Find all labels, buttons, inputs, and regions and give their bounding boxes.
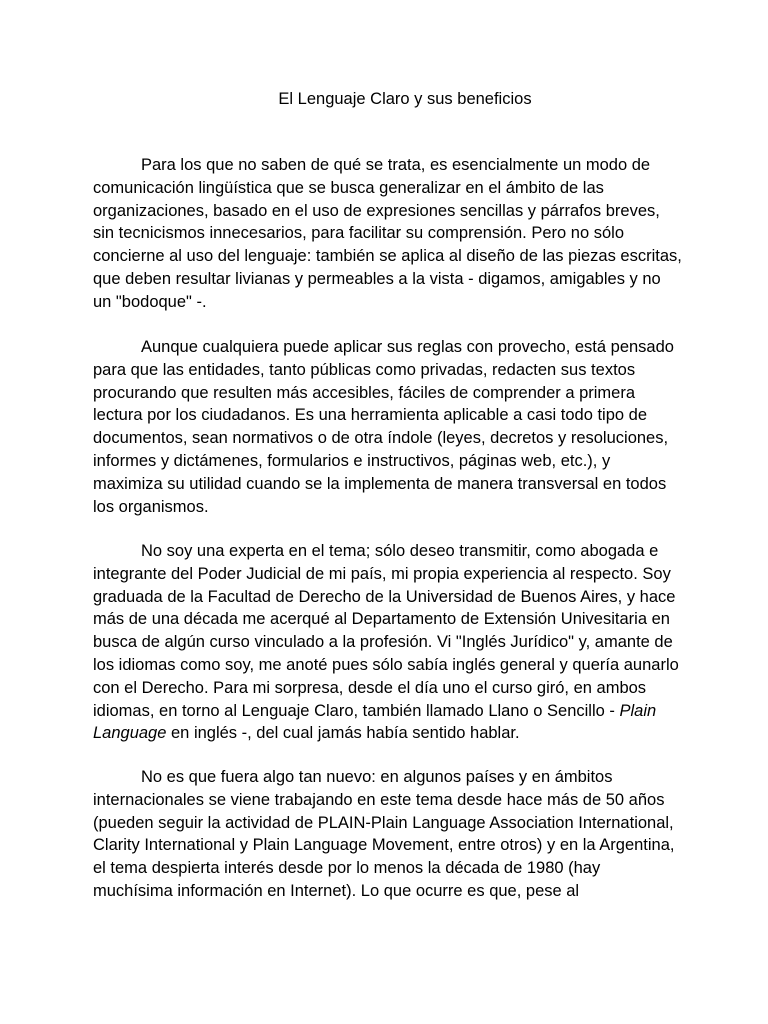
paragraph-line [93, 722, 733, 745]
paragraph-4 [93, 766, 733, 903]
italic-term: Language [93, 724, 167, 743]
paragraph-line: sin tecnicismos innecesarios, para facilitar su comprensión. Pero no sólo [93, 224, 624, 243]
paragraph-line: Clarity International y Plain Language Movement, entre otros) y en la Argentina, [93, 836, 675, 855]
paragraph-line: Para los que no saben de qué se trata, es esencialmente un modo de [141, 156, 651, 174]
paragraph-line [93, 700, 733, 723]
paragraph-line-text: idiomas, en torno al Lenguaje Claro, también llamado Llano o Sencillo - [93, 701, 620, 720]
paragraph-line: para que las entidades, tanto públicas como privadas, redacten sus textos [93, 360, 636, 379]
paragraph-line: (pueden seguir la actividad de PLAIN-Plain Language Association International, [93, 813, 674, 832]
paragraph-line: muchísima información en Internet). Lo que ocurre es que, pese al [93, 881, 580, 900]
paragraph-line: integrante del Poder Judicial de mi país, mi propia experiencia al respecto. Soy [93, 564, 671, 583]
paragraph-line: organizaciones, basado en el uso de expresiones sencillas y párrafos breves, [93, 201, 660, 220]
paragraph-line: concierne al uso del lenguaje: también se aplica al diseño de las piezas escritas, [93, 247, 682, 266]
paragraph-2 [93, 336, 733, 518]
paragraph-line: que deben resultar livianas y permeables a la vista - digamos, amigables y no [93, 269, 661, 288]
paragraph-line: un "bodoque" -. [93, 292, 207, 311]
paragraph-line: Aunque cualquiera puede aplicar sus reglas con provecho, está pensado [141, 338, 674, 356]
paragraph-line: más de una década me acerqué al Departamento de Extensión Univesitaria en [93, 610, 670, 629]
paragraph-line: los organismos. [93, 497, 209, 516]
document-title: El Lenguaje Claro y sus beneficios [278, 90, 532, 108]
paragraph-line: con el Derecho. Para mi sorpresa, desde el día uno el curso giró, en ambos [93, 678, 647, 697]
paragraph-1 [93, 154, 733, 314]
paragraph-line: internacionales se viene trabajando en este tema desde hace más de 50 años [93, 790, 665, 809]
paragraph-line: los idiomas como soy, me anoté pues sólo sabía inglés general y quería aunarlo [93, 655, 679, 674]
paragraph-3 [93, 540, 733, 745]
paragraph-line: el tema despierta interés desde por lo menos la década de 1980 (hay [93, 859, 601, 878]
paragraph-line: graduada de la Facultad de Derecho de la Universidad de Buenos Aires, y hace [93, 587, 676, 606]
paragraph-line: procurando que resulten más accesibles, fáciles de comprender a primera [93, 383, 636, 402]
paragraph-line: No es que fuera algo tan nuevo: en algunos países y en ámbitos [141, 768, 613, 786]
paragraph-line: lectura por los ciudadanos. Es una herramienta aplicable a casi todo tipo de [93, 406, 648, 425]
paragraph-line: maximiza su utilidad cuando se la implementa de manera transversal en todos [93, 474, 667, 493]
paragraph-line: busca de algún curso vinculado a la profesión. Vi "Inglés Jurídico" y, amante de [93, 633, 673, 652]
italic-term: Plain [619, 701, 657, 720]
paragraph-line: No soy una experta en el tema; sólo deseo transmitir, como abogada e [141, 542, 659, 560]
paragraph-line: informes y dictámenes, formularios e instructivos, páginas web, etc.), y [93, 451, 611, 470]
paragraph-line: comunicación lingüística que se busca generalizar en el ámbito de las [93, 178, 604, 197]
paragraph-line-text: en inglés -, del cual jamás había sentido hablar. [166, 724, 520, 743]
paragraph-line: documentos, sean normativos o de otra índole (leyes, decretos y resoluciones, [93, 429, 669, 448]
